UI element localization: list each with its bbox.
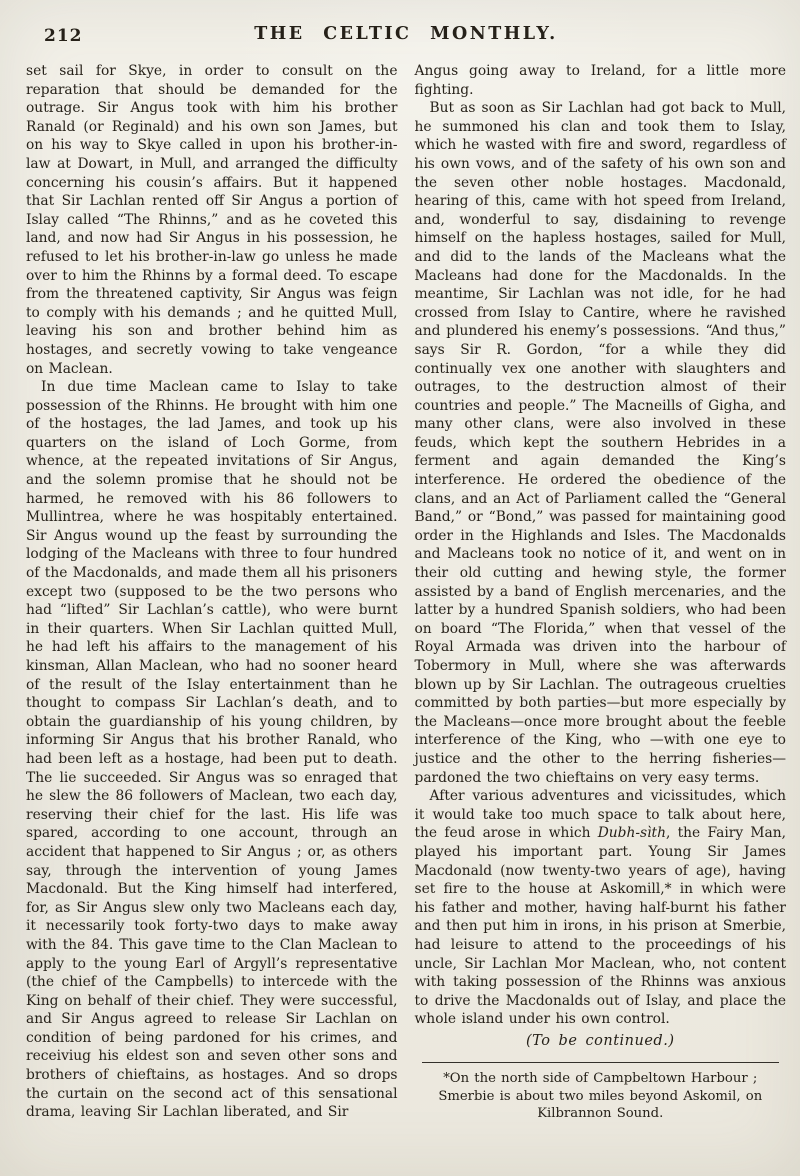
paragraph-text: , the Fairy Man, played his important part. Young Sir James Macdonald (now twenty-two years of age), having set fire to the house at Askomill,* in which were his father and mother, having half-burnt his father and then put him in irons, in his prison at Smerbie, had leisure to attend to the proceedings of his uncle, Sir Lachlan Mor Maclean, who, not content with taking possession of the Rhinns was anxious to drive the Macdonalds out of Islay, and place the whole island under his own control. (414, 825, 786, 1028)
right-column (415, 62, 787, 1123)
footnote-text: *On the north side of Campbeltown Harbour ; Smerbie is about two miles beyond Askomil, on Kilbrannon Sound. (438, 1071, 763, 1122)
paragraph: But as soon as Sir Lachlan had got back to Mull, he summoned his clan and took them to Islay, which he wasted with fire and sword, regardless of his own vows, and of the safety of his own son and the seven other noble hostages. Macdonald, hearing of this, came with hot speed from Ireland, and, wonderful to say, disdaining to revenge himself on the hapless hostages, sailed for Mull, and did to the lands of the Macleans what the Macleans had done for the Macdonalds. In the meantime, Sir Lachlan was not idle, for he had crossed from Islay to Cantire, where he ravished and plundered his enemy’s possessions. “And thus,” says Sir R. Gordon, “for a while they did continually vex one another with slaughters and outrages, to the destruction almost of their countries and people.” The Macneills of Gigha, and many other clans, were also involved in these feuds, which kept the southern Hebrides in a ferment and again demanded the King’s interference. He ordered the obedience of the clans, and an Act of Parliament called the “General Band,” or “Bond,” was passed for maintaining good order in the Highlands and Isles. The Macdonalds and Macleans took no notice of it, and went on in their old cutting and hewing style, the former assisted by a band of English mercenaries, and the latter by a hundred Spanish soldiers, who had been on board “The Florida,” when that vessel of the Royal Armada was driven into the harbour of Tobermory in Mull, where she was afterwards blown up by Sir Lachlan. The outrageous cruelties committed by both parties—but more especially by the Macleans—once more brought about the feeble interference of the King, who —with one eye to justice and the other to the herring fisheries—pardoned the two chieftains on very easy terms. (414, 100, 786, 786)
left-column (26, 62, 398, 1123)
gaelic-term: Dubh-sìth (597, 825, 666, 842)
footnote-divider (422, 1062, 779, 1063)
paragraph-continuation: Angus going away to Ireland, for a little more fighting. (414, 63, 786, 98)
text-columns (26, 62, 786, 1123)
page-number: 212 (44, 26, 83, 46)
paragraph (415, 787, 787, 1029)
footnote (415, 1062, 787, 1123)
to-be-continued-note: (To be continued.) (526, 1032, 675, 1049)
paragraph-text: After various adventures and vicissitudes, which it would take too much space to talk about here, the feud arose in which (414, 788, 786, 842)
page-header (26, 24, 786, 54)
paragraph: In due time Maclean came to Islay to take possession of the Rhinns. He brought with him one of the hostages, the lad James, and took up his quarters on the island of Loch Gorme, from whence, at the repeated invitations of Sir Angus, and the solemn promise that he should not be harmed, he removed with his 86 followers to Mullintrea, where he was hospitably entertained. Sir Angus wound up the feast by surrounding the lodging of the Macleans with three to four hundred of the Macdonalds, and made them all his prisoners except two (supposed to be the two persons who had “lifted” Sir Lachlan’s cattle), who were burnt in their quarters. When Sir Lachlan quitted Mull, he had left his affairs to the management of his kinsman, Allan Maclean, who had no sooner heard of the result of the Islay entertainment than he thought to compass Sir Lachlan’s death, and to obtain the guardianship of his young children, by informing Sir Angus that his brother Ranald, who had been left as a hostage, had been put to death. The lie succeeded. Sir Angus was so enraged that he slew the 86 followers of Maclean, two each day, reserving their chief for the last. His life was spared, according to one account, through an accident that happened to Sir Angus ; or, as others say, through the intervention of young James Macdonald. But the King himself had interfered, for, as Sir Angus slew only two Macleans each day, it necessarily took forty-two days to make away with the 84. This gave time to the Clan Maclean to apply to the young Earl of Argyll’s representative (the chief of the Campbells) to intercede with the King on behalf of their chief. They were successful, and Sir Angus agreed to release Sir Lachlan on condition of being pardoned for his crimes, and receiviug his eldest son and seven other sons and brothers of chieftains, as hostages. And so drops the curtain on the second act of this sensational drama, leaving Sir Lachlan liberated, and Sir (26, 379, 398, 1121)
paragraph-continuation: set sail for Skye, in order to consult on the reparation that should be demanded for the outrage. Sir Angus took with him his brother Ranald (or Reginald) and his own son James, but on his way to Skye called in upon his brother-in-law at Dowart, in Mull, and arranged the difficulty concerning his cousin’s affairs. But it happened that Sir Lachlan rented off Sir Angus a portion of Islay called “The Rhinns,” and as he coveted this land, and now had Sir Angus in his possession, he refused to let his brother-in-law go unless he made over to him the Rhinns by a formal deed. To escape from the threatened captivity, Sir Angus was feign to comply with his demands ; and he quitted Mull, leaving his son and brother behind him as hostages, and secretly vowing to take vengeance on Maclean. (26, 63, 398, 377)
page-title: THE CELTIC MONTHLY. (254, 24, 558, 44)
